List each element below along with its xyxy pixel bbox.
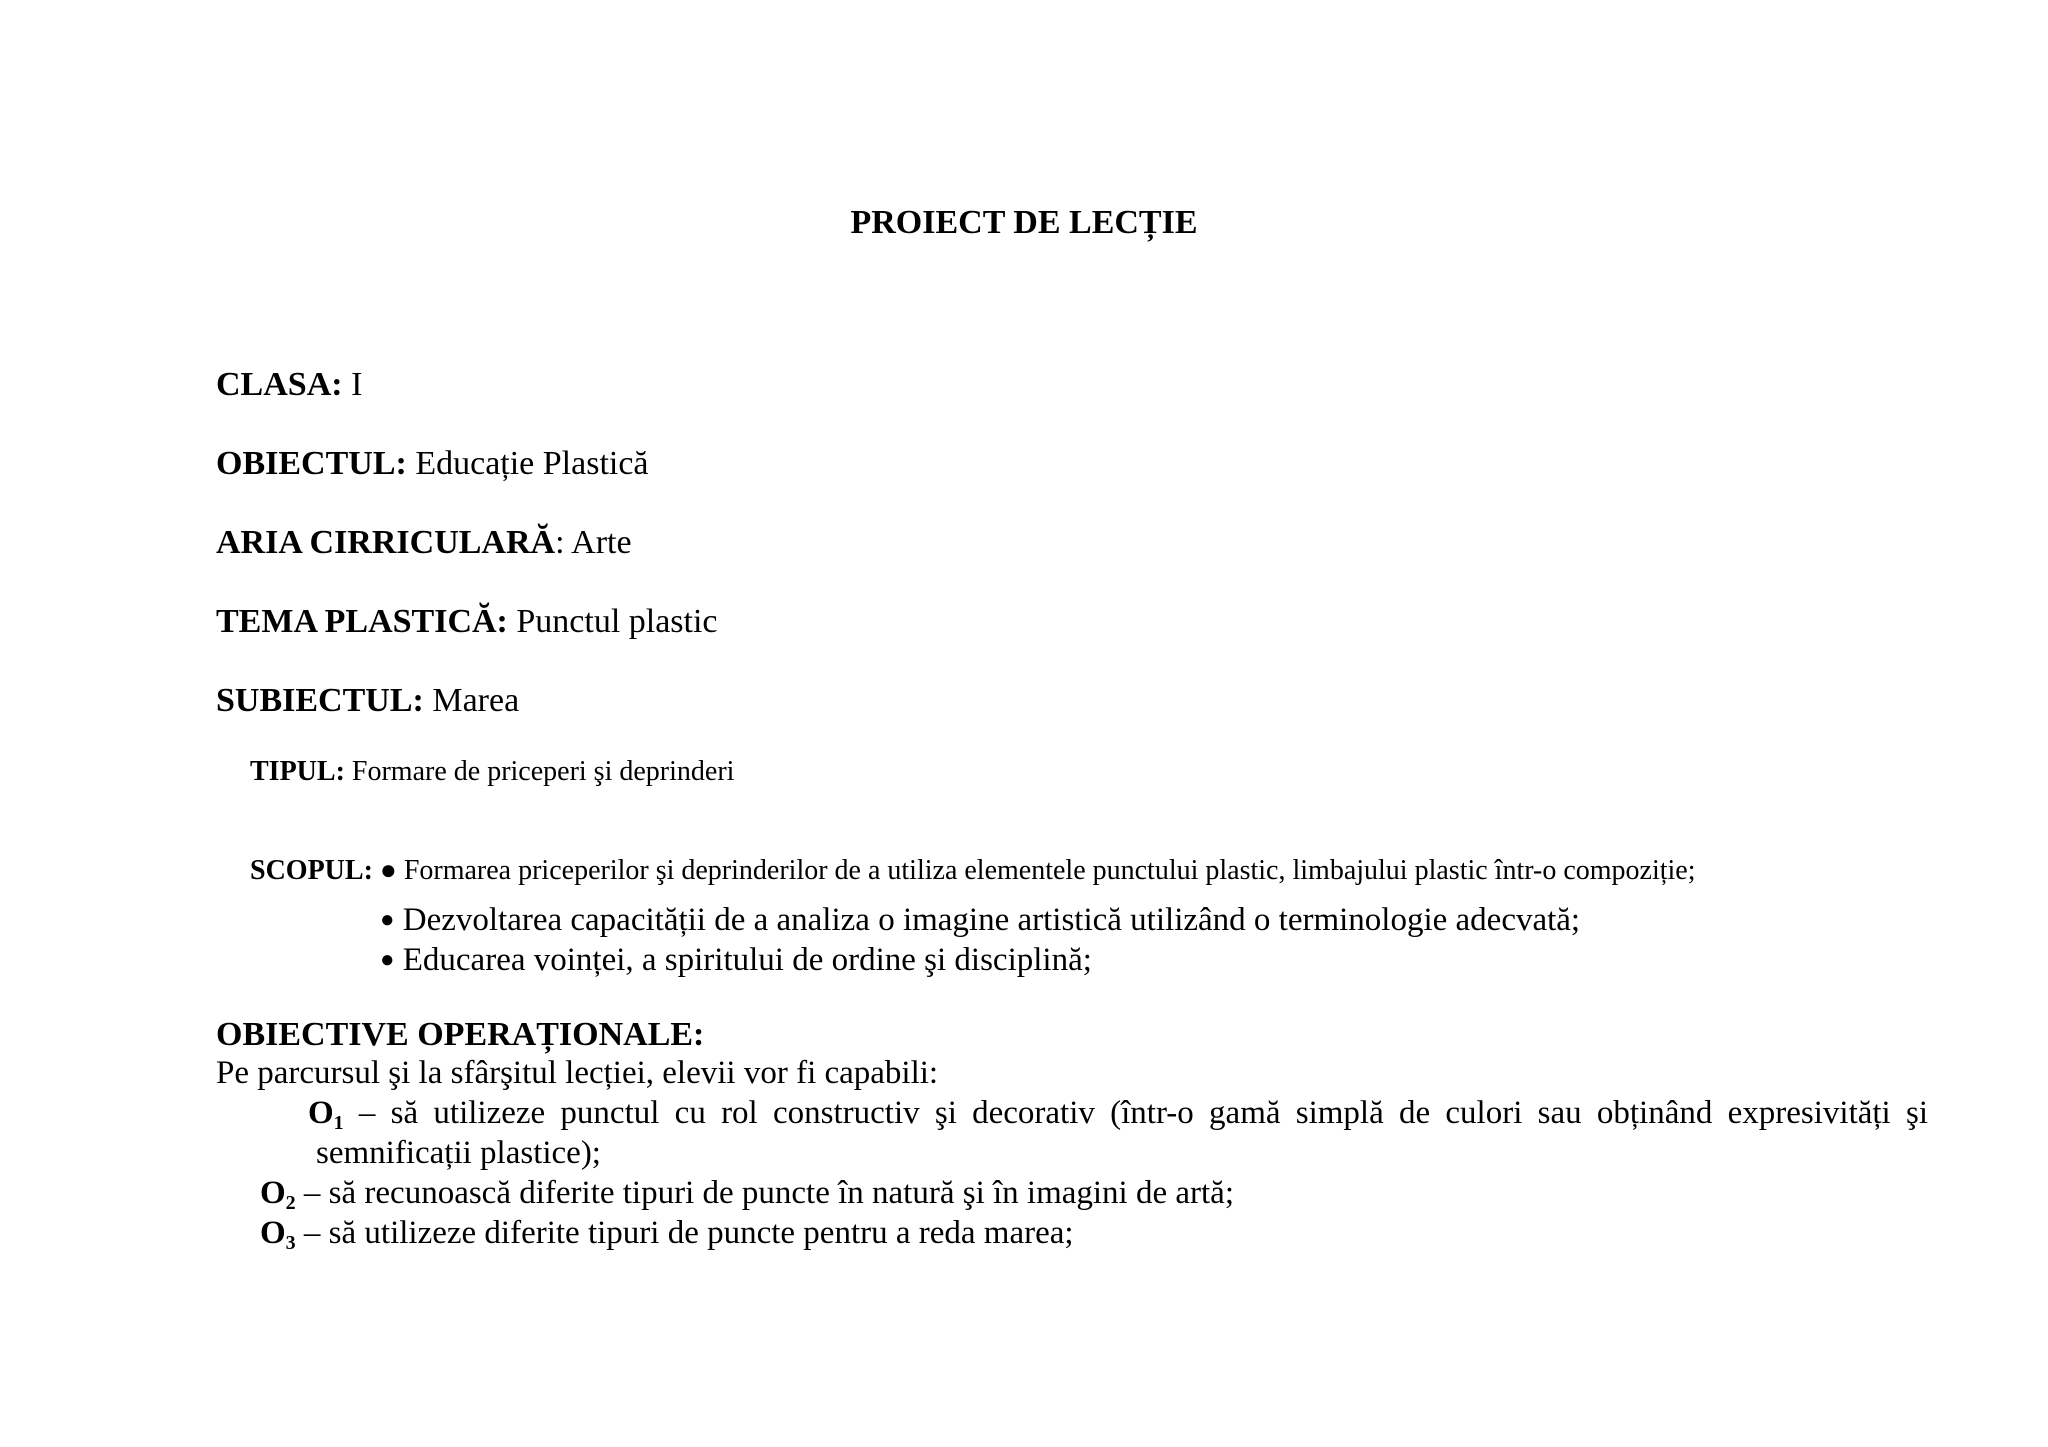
- scopul-item-2: Dezvoltarea capacității de a analiza o imagine artistică utilizând o terminologie adecvată;: [402, 902, 1581, 938]
- scopul-item-1: Formarea priceperilor şi deprinderilor de a utiliza elementele punctului plastic, limbajului plastic într-o compoziție;: [403, 855, 1696, 886]
- scopul-item-3-row: [380, 942, 1092, 979]
- field-clasa: [216, 366, 362, 404]
- bullet-icon: ●: [380, 907, 395, 933]
- page-title: PROIECT DE LECȚIE: [850, 204, 1198, 241]
- objective-1-continuation: semnificații plastice);: [316, 1135, 601, 1171]
- field-tema-label: TEMA PLASTICĂ:: [216, 603, 508, 640]
- field-tema: [216, 603, 718, 641]
- objective-2-code: $O_2$: [260, 1175, 296, 1214]
- field-aria-label: ARIA CIRRICULARĂ: [216, 524, 556, 561]
- field-obiectul: [216, 445, 649, 483]
- scopul-item-2-row: [380, 902, 1580, 939]
- objective-1-code: $O_1$: [308, 1095, 344, 1134]
- field-clasa-value: I: [342, 366, 363, 403]
- field-clasa-label: CLASA:: [216, 366, 343, 403]
- objective-1: [308, 1095, 1928, 1132]
- objective-3-code: $O_3$: [260, 1215, 296, 1254]
- objective-3: [260, 1215, 1074, 1252]
- objective-3-text: – să utilizeze diferite tipuri de puncte pentru a reda marea;: [295, 1215, 1074, 1251]
- bullet-icon: ●: [379, 855, 397, 886]
- bullet-icon: ●: [380, 947, 395, 973]
- field-subiectul-label: SUBIECTUL:: [216, 682, 424, 719]
- objectives-intro: Pe parcursul şi la sfârşitul lecției, elevii vor fi capabili:: [216, 1055, 939, 1091]
- field-tema-value: Punctul plastic: [507, 603, 718, 640]
- field-tipul-value: Formare de priceperi şi deprinderi: [344, 756, 735, 787]
- field-obiectul-value: Educație Plastică: [406, 445, 649, 482]
- objective-1-text: – să utilizeze punctul cu rol constructiv şi decorativ (într-o gamă simplă de culori sau obținând expresivități şi: [343, 1095, 1928, 1131]
- field-aria-value: : Arte: [555, 524, 632, 561]
- field-aria: [216, 524, 632, 562]
- objective-2-text: – să recunoască diferite tipuri de puncte în natură şi în imagini de artă;: [295, 1175, 1234, 1211]
- field-tipul-label: TIPUL:: [250, 756, 345, 787]
- objective-2: [260, 1175, 1234, 1212]
- field-obiectul-label: OBIECTUL:: [216, 445, 407, 482]
- field-tipul: [250, 756, 734, 788]
- scopul-label: SCOPUL:: [250, 855, 373, 886]
- field-subiectul: [216, 682, 519, 720]
- objectives-title: OBIECTIVE OPERAȚIONALE:: [216, 1016, 705, 1053]
- scopul-item-3: Educarea voinței, a spiritului de ordine şi disciplină;: [402, 942, 1092, 978]
- field-subiectul-value: Marea: [423, 682, 520, 719]
- scopul-first-line: [250, 855, 1696, 887]
